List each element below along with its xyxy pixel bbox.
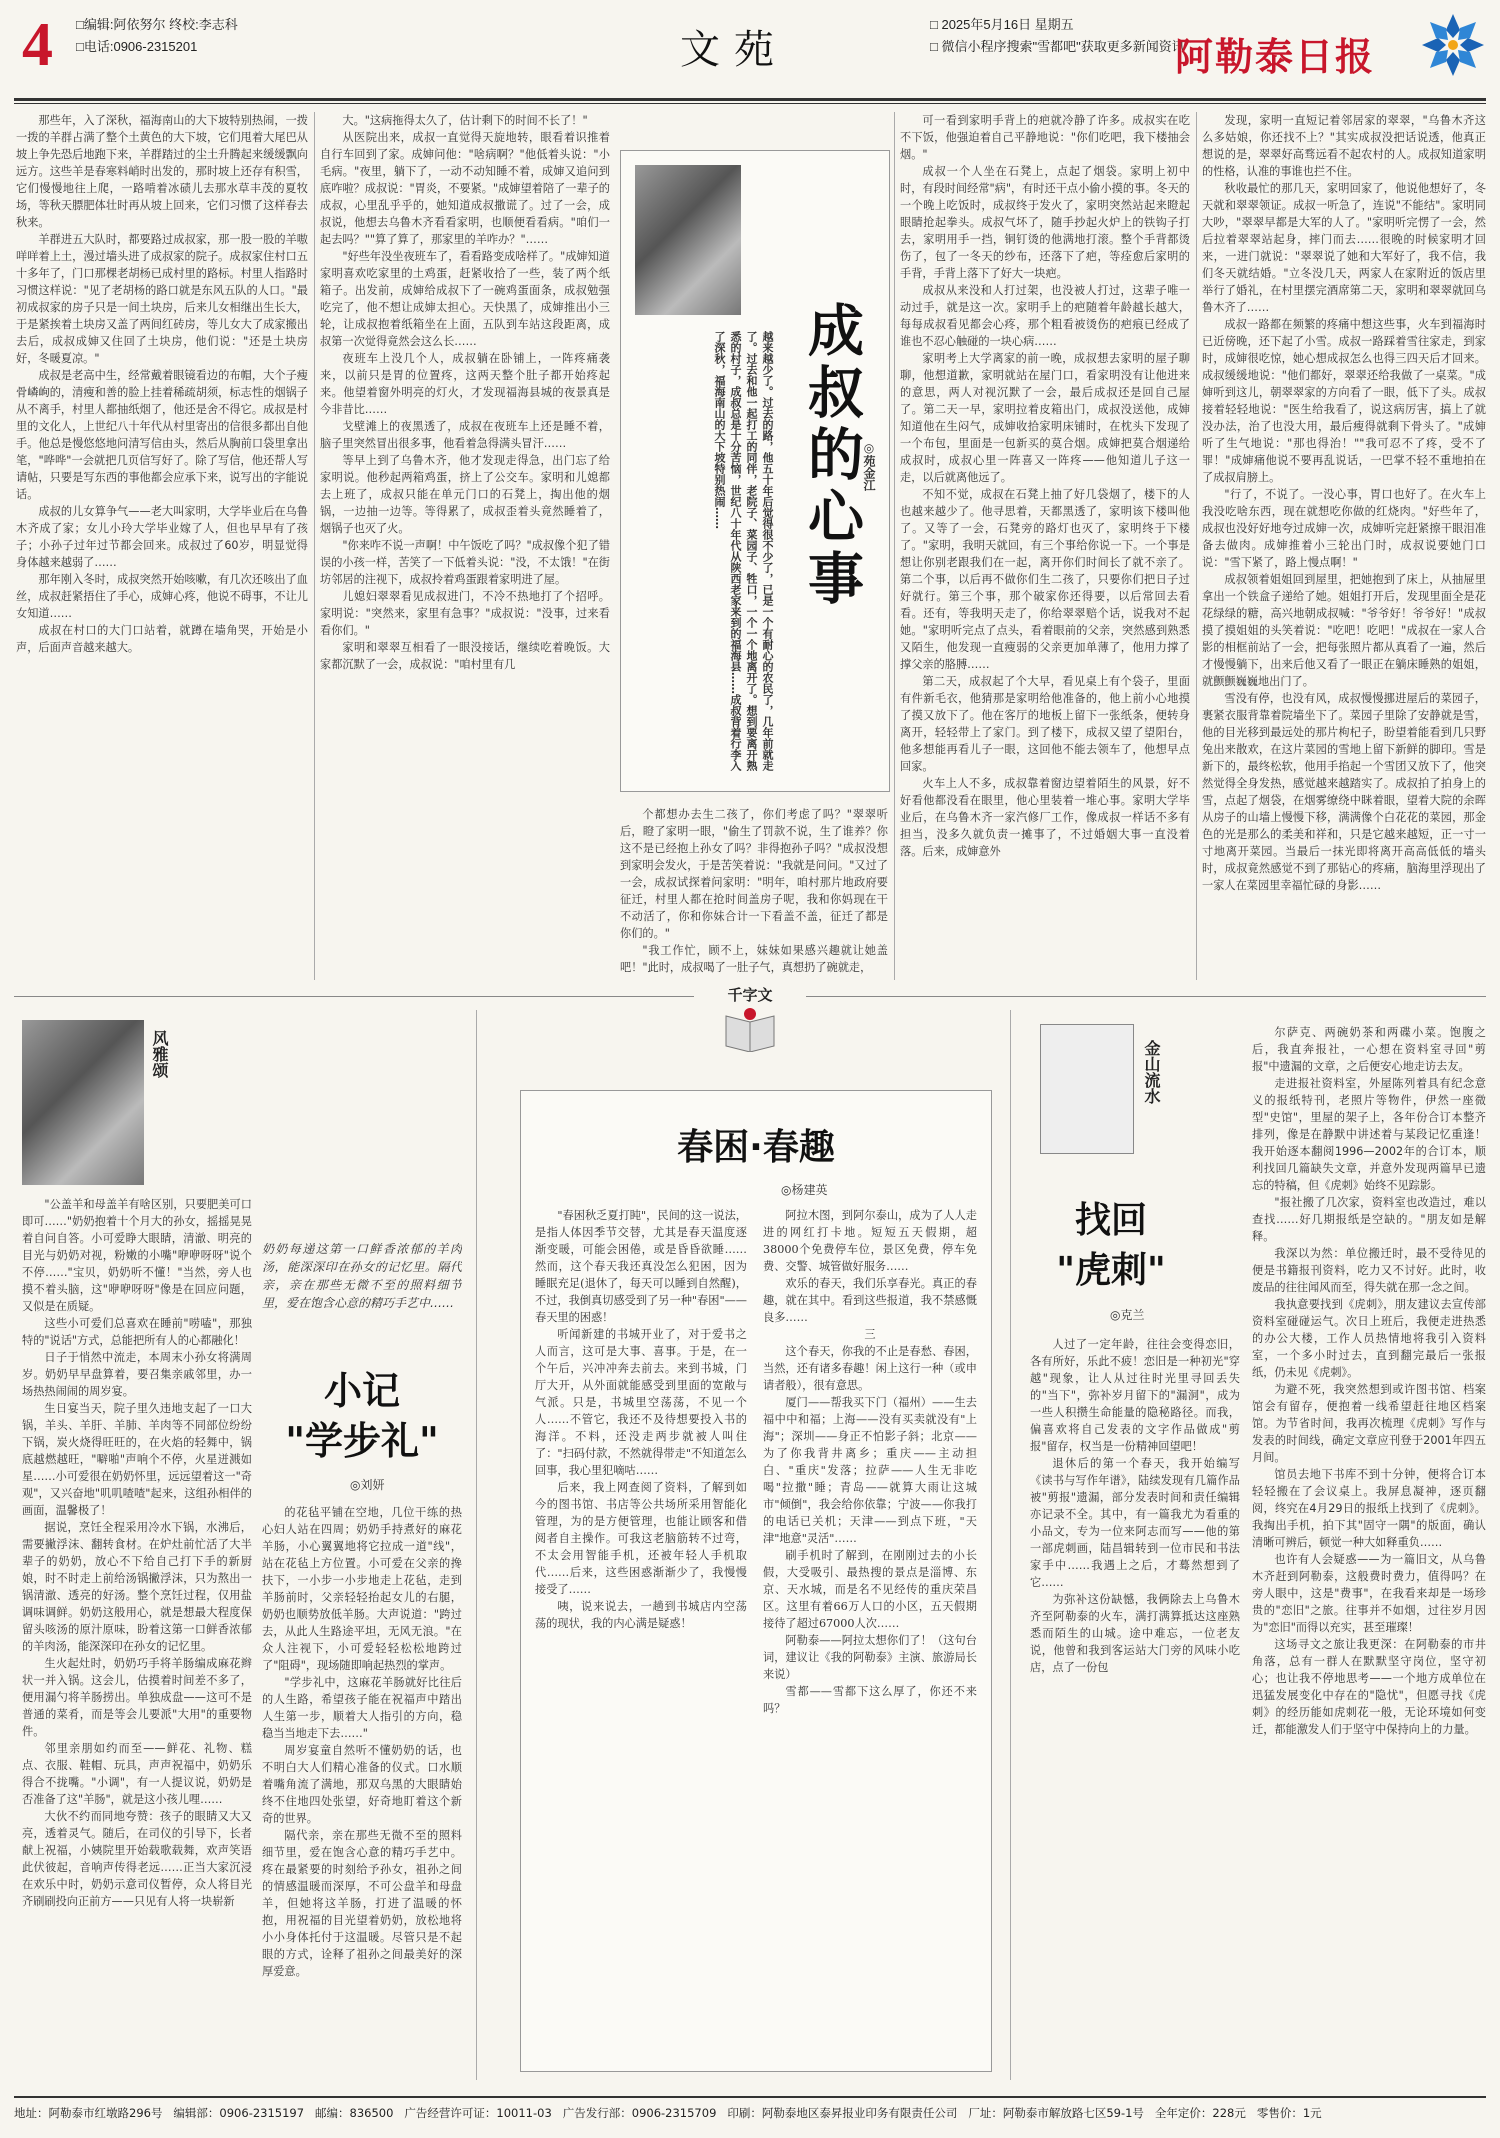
- story1-para: 雪没有停，也没有风，成叔慢慢挪进屋后的菜园子，裹紧衣服背靠着院墙坐下了。菜园子里除了安静就是雪，他的目光移到最远处的那片枸杞子，盼望着能看到几只野兔出来散欢，在这片菜园的雪地上留下新鲜的脚印。雪是新下的，最终松软，他用手掐起一个雪团又放下了，他突然觉得全身发热，感觉越来越踏实了。成叔拍了拍身上的雪，点起了烟袋，在烟雾缭绕中眯着眼，望着大院的余晖从房子的山墙上慢慢下移，满满像个白花花的菜园，那金色的光是那么的柔美和祥和，只是它越来越短，正一寸一寸地离开菜园。当最后一抹光即将离开高高低低的墙头时，成叔竟然感觉不到了那钻心的疼痛，脑海里浮现出了一家人在菜园里幸福忙碌的身影……: [1202, 692, 1486, 892]
- story1-para: 发现，家明一直短记着邻居家的翠翠，"乌鲁木齐这么多姑娘，你还找不上？"其实成叔没把话说透，他真正想说的是，翠翠好高骛远看不起农村的人。成叔知道家明的性格，认准的事谁也拦不住。: [1202, 114, 1486, 178]
- story3-para: 欢乐的春天，我们乐享春光。真正的春趣，就在其中。看到这些报道，我不禁感慨良多……: [763, 1277, 977, 1324]
- footer-editing: 编辑部：0906-2315197: [173, 2106, 305, 2120]
- story2-para: 生火起灶时，奶奶巧手将羊肠编成麻花辫状一并入锅。这会儿，估摸着时间差不多了，便用漏勺将羊肠捞出。单独成盘——这可不是普通的菜肴，而是等会儿要派"大用"的重要物件。: [22, 1657, 252, 1738]
- story2-title-line2: "学步礼": [285, 1419, 439, 1463]
- story3-author: ◎杨建英: [781, 1183, 828, 1197]
- qianziwen-label: 千字文: [727, 986, 773, 1004]
- editor-line: □编辑:阿依努尔 终校:李志科: [76, 17, 238, 32]
- story1-para: 不知不觉，成叔在石凳上抽了好几袋烟了，楼下的人也越来越少了。他寻思着，天都黑透了，家明该下楼叫他了。又等了一会，石凳旁的路灯也灭了，家明终于下楼了。"家明，我明天就回，有三个事给你说一下。一个事是想让你别老跟我们在一起，离开你们时间长了就不亲了。第二个事，以后再不做你们生二孩了，只要你们把日子过好就行。第三个事，那个破家你还得要，以后常回去看看。还有，等我明天走了，你给翠翠赔个话，说我对不起她。"家明听完点了点头，看着眼前的父亲，突然感到熟悉又陌生，他发现一直瘦弱的父亲更加单薄了，他用力撑了撑父亲的胳膊……: [900, 488, 1190, 671]
- story1-para: 家明和翠翠互相看了一眼没接话，继续吃着晚饭。大家都沉默了一会，成叔说："咱村里有几: [320, 641, 610, 671]
- story4-title-line1: 找回: [1074, 1200, 1147, 1241]
- story2-column-2: [262, 1504, 462, 2076]
- story3-para: 阿勒泰——阿拉太想你们了！（这句台词，建议让《我的阿勒泰》主演、旅游局长来说）: [763, 1634, 977, 1681]
- story1-para: 秋收最忙的那几天，家明回家了，他说他想好了，冬天就和翠翠领证。成叔一听急了，连说"不能结"。家明同大吵，"翠翠早都是大军的人了。"家明听完愣了一会，然后拉着翠翠站起身，摔门而去……很晚的时候家明才回来，一进门就说："翠翠说了她和大军好了，我不信，我们冬天就结婚。"立冬没几天，两家人在家附近的饭店里举行了婚礼，在村里摆完酒席第二天，家明和翠翠就回乌鲁木齐了……: [1202, 182, 1486, 314]
- footer-annual-price: 全年定价：228元: [1154, 2106, 1246, 2120]
- story1-para: 成叔从来没和人打过架，也没被人打过，这辈子唯一动过手，就是这一次。家明手上的疤随着年龄越长越大，每每成叔看见都会心疼，那个粗看被烫伤的疤痕已经成了谁也不忍心触碰的一块心病……: [900, 284, 1190, 348]
- story1-para: 羊群进五大队时，都要路过成叔家，那一股一股的羊嗷咩咩着上土，漫过墙头进了成叔家的院子。成叔家住村口五十多年了，门口那棵老胡杨已成村里的路标。村里人指路时习惯这样说："见了老胡杨的路口就是东风五队的人口。"最初成叔家的房子只是一间土块房，后来儿女相继出生长大，于是紧挨着土块房又盖了两间红砖房，等儿女大了成家搬出去后，成叔成婶又住回了土块房，他们说："还是土块房好，冬暖夏凉。": [16, 233, 308, 365]
- story1-para: 成叔一个人坐在石凳上，点起了烟袋。家明上初中时，有段时间经常"病"，有时还干点小偷小摸的事。冬天的一个晚上吃饭时，成叔终于发火了，家明突然站起来瞪起眼睛抢起拳头。成叔气坏了，随手抄起火炉上的铁钩子打去，家明用手一挡，铜钉烫的他满地打滚。整个手背都烫伤了，包了一冬天的纱布，还落下了疤，等痊愈后家明的手背，手背上落下了好大一块疤。: [900, 165, 1190, 280]
- footer-address: 地址：阿勒泰市红墩路296号: [14, 2106, 163, 2120]
- footer-postcode: 邮编：836500: [315, 2106, 394, 2120]
- phone-line: □电话:0906-2315201: [76, 39, 198, 54]
- story2-para: 据说，烹饪全程采用冷水下锅，水沸后，需要撇浮沫、翻转食材。在炉灶前忙活了大半辈子的奶奶，放心不下给自己打下手的新厨娘，时不时走上前给汤锅撇浮沫，只为熬出一锅清澈、透亮的好汤。整个烹饪过程，仅用盐调味调鲜。奶奶这般用心，就是想最大程度保留头咳汤的原汁原味，盼着这第一口鲜香浓郁的羊肉汤，能深深印在孙女的记忆里。: [22, 1521, 252, 1653]
- story2-column-1: [22, 1196, 252, 2076]
- story4-side-label: 金山流水: [1142, 1040, 1161, 1104]
- newspaper-logo-icon: [1420, 12, 1486, 78]
- story1-photo: [635, 165, 741, 315]
- story1-column-2: [320, 112, 610, 980]
- section-title: 文苑: [680, 27, 788, 73]
- story1-para: 成叔是老高中生，经常戴着眼镜看边的布帽，大个子瘦骨嶙峋的，清瘦和善的脸上挂着稀疏胡须，标志性的烟锅子从不离手，村里人都抽纸烟了，他还是舍不得它。成叔是村里的文化人，上世纪八十年代从村里寄出的信很多都出自他手。他总是慢悠悠地问清写信由头，然后从胸前口袋里拿出笔，"哗哗"一会就把几页信写好了。除了写信，他还帮人写请帖，只要是写东西的事他都会应承下来，说写出的字能说话。: [16, 369, 308, 501]
- story1-para: 成叔领着姐姐回到屋里，把她抱到了床上，从抽屉里拿出一个铁盒子递给了她。姐姐打开后，发现里面全是花花绿绿的糖，高兴地朝成叔喊："爷爷好！爷爷好！"成叔摸了摸姐姐的头笑着说："吃吧！吃吧！"成叔在一家人合影的相框前站了一会，把每张照片都从真看了一遍，然后才慢慢躺下，出来后他又看了一眼正在躺床睡熟的姐姐，就颤颤巍巍地出门了。: [1202, 573, 1486, 688]
- story2-para: 大伙不约而同地夸赞：孩子的眼睛又大又亮，透着灵气。随后，在司仪的引导下，长者献上祝福，小姨院里开始载歌载舞，欢声笑语此伏彼起，音响声传得老远……正当大家沉浸在欢乐中时，奶奶示意司仪暂停，众人将目光齐刷刷投向正前方——只见有人将一块崭新: [22, 1810, 252, 1908]
- story1-column-4: [900, 112, 1190, 980]
- story1-para: 等早上到了乌鲁木齐，他才发现走得急，出门忘了给家明说。他秒起两箱鸡蛋，挤上了公交车。家明和儿媳都去上班了，成叔只能在单元门口的石凳上，掏出他的烟锅，一边抽一边等。等得累了，成叔歪着头竟然睡着了，烟锅子也灭了火。: [320, 454, 610, 535]
- story1-column-5: [1202, 112, 1486, 980]
- section-divider-right: [806, 996, 1486, 997]
- story1-para: "我工作忙，顾不上，妹妹如果感兴趣就让她盖吧！"此时，成叔喝了一肚子气，真想扔了碗就走，: [620, 944, 888, 974]
- story4-para: 尔萨克、两碗奶茶和两碟小菜。饱腹之后，我直奔报社，一心想在资料室寻回"剪报"中遗漏的文章，之后便安心地走访去友。: [1252, 1026, 1486, 1073]
- story2-para: 邻里亲朋如约而至——鲜花、礼物、糕点、衣服、鞋帽、玩具，声声祝福中，奶奶乐得合不拢嘴。"小调"，有一人提议说，奶奶是否准备了这"羊肠"，就是这小孩儿哩……: [22, 1742, 252, 1806]
- story1-intro: 越来越少了。过去的路，他五十年后觉得很不少了，已是一个有耐心的农民了，几年前就走了。过去和他一起打工的同伴，老院子、菜园子、牲口，一个一个地离开了。想到要离开熟悉的村子，成叔总是十分苦恼，世纪八十年代从陕西老家来到的福海县……成叔背着行李入了深秋，福海南山的大下坡特别热闹……: [713, 331, 774, 771]
- story2-para: 这些小可爱们总喜欢在睡前"唠嗑"，那独特的"说话"方式，总能把所有人的心都融化！: [22, 1317, 252, 1347]
- page-number: 4: [22, 11, 53, 79]
- wechat-line: □ 微信小程序搜索"雪都吧"获取更多新闻资讯: [930, 39, 1185, 54]
- story1-para: 可一看到家明手背上的疤就冷静了许多。成叔实在吃不下饭，他强迫着自己平静地说："你们吃吧，我下楼抽会烟。": [900, 114, 1190, 161]
- footer-printing: 印刷：阿勒泰地区泰昇报业印务有限责任公司: [727, 2106, 958, 2120]
- story4-title: [1036, 1196, 1186, 1296]
- top-rule-thin: [14, 103, 1486, 104]
- story3-para: 三: [864, 1328, 876, 1341]
- story2-para: "学步礼中，这麻花羊肠就好比往后的人生路，希望孩子能在祝福声中踏出人生第一步，顺着大人指引的方向，稳稳当当地走下去……": [262, 1676, 462, 1740]
- story1-para: 那些年，入了深秋，福海南山的大下坡特别热闹，一拨一拨的羊群占满了整个土黄色的大下坡，它们甩着大尾巴从坡上争先恐后地跑下来，羊群踏过的尘土升腾起来缓缓飘向远方。这些羊是春寒料峭时出发的，那时坡上还存有积雪，它们慢慢地往上爬，一路啃着冰碛儿去那水草丰茂的夏牧场，等秋天膘肥体壮时再从坡上回来，它们习惯了这样春去秋来。: [16, 114, 308, 229]
- editor-info: [76, 14, 238, 58]
- story4-para: 走进报社资料室，外屋陈列着具有纪念意义的报纸特刊，老照片等物件，伊然一座微型"史馆"，里屋的架子上，各年份合订本整齐排列，像是在静默中讲述着与某段记忆重逢！我开始逐本翻阅1996—2002年的合订本，顺利找回几篇缺失文章，并意外发现两篇早已遗忘的特稿，但《虎刺》始终不见踪影。: [1252, 1077, 1486, 1192]
- story3-para: 听闻新建的书城开业了，对于爱书之人而言，这可是大事、喜事。于是，在一个午后，兴冲冲奔去前去。来到书城，门厅大开，从外面就能感受到里面的宽敞与气派。只是，书城里空荡荡，不见一个人……不管它，我还不及待想要投入书的海洋。不料，还没走两步就被人叫住了："扫码付款，不然就得带走"不知道怎么回事，我心里犯嘀咕……: [535, 1328, 747, 1477]
- story4-column-2: [1252, 1024, 1486, 2076]
- story3-para: 这个春天，你我的不止是春愁、春困，当然，还有诸多春趣！闲上这行一种（或申请者般），很有意思。: [763, 1345, 977, 1392]
- story1-title: 成叔的心事: [799, 301, 864, 611]
- story1-column-1: [16, 112, 308, 980]
- story4-column-1: [1030, 1336, 1240, 2076]
- story3-para: 厦门——帮我买下门（福州）——生去福中中和福；上海——没有买卖就没有"上海"；深圳——身正不怕影子斜；北京——为了你我背井离乡；重庆——主动担白、"重庆"发落；拉萨——人生无非吃喝"拉撒"睡；青岛——就算大雨让这城市"倾倒"，我会给你依靠；宁波——你我打的电话已关机；天津——到点下班，"天津"地意"灵活"……: [763, 1396, 977, 1545]
- story2-para: 日子于悄然中流走，本周末小孙女将满周岁。奶奶早早盘算着，要召集亲戚邻里，办一场热热闹闹的周岁宴。: [22, 1351, 252, 1398]
- column-divider: [894, 112, 895, 980]
- story3-para: 后来，我上网查阅了资料，了解到如今的图书馆、书店等公共场所采用智能化管理，为的是方便管理，也能让顾客和借阅者自主操作。可我这老脑筋转不过弯，不太会用智能手机，还被年轻人手机取代……后来，这些困惑渐渐少了，我慢慢接受了……: [535, 1481, 747, 1596]
- story4-author: ◎克兰: [1110, 1308, 1145, 1322]
- story1-para: 第二天，成叔起了个大早，看见桌上有个袋子，里面有件新毛衣，他猜那是家明给他准备的，他上前小心地摸了摸又放下了。他在客厅的地板上留下一张纸条，便转身离开，轻轻带上了家门。到了楼下，成叔又望了望阳台，他多想能再看儿子一眼，这回他不能去领车了，他想早点回家。: [900, 675, 1190, 773]
- story2-para: "公盖羊和母盖羊有啥区别，只要肥美可口即可……"奶奶抱着十个月大的孙女，摇摇晃晃着自问自答。小可爱睁大眼睛，清澈、明亮的目光与奶奶对视，粉嫩的小嘴"咿咿呀呀"说个不停……"宝贝，奶奶听不懂！"当然，旁人也摸不着头脑，这"咿咿呀呀"像是在回应问题，又似是在质疑。: [22, 1198, 252, 1313]
- story1-para: 火车上人不多，成叔靠着窗边望着陌生的风景，好不好看他都没看在眼里，他心里装着一堆心事。家明大学毕业后，在乌鲁木齐一家汽修厂工作，像成叔一样话不多有担当，没多久就负责一摊事了，不过婚姻大事一直没着落。后来，成婶意外: [900, 777, 1190, 858]
- story4-para: 馆员去地下书库不到十分钟，便将合订本轻轻搬在了会议桌上。我屏息凝神，逐页翻阅，终究在4月29日的报纸上找到了《虎刺》。我掏出手机，拍下其"固守一隅"的版面，确认清晰可辨后，顿觉一种大如释重负……: [1252, 1468, 1486, 1549]
- story3-para: 刷手机时了解到，在刚刚过去的小长假，大受吸引、最热搜的景点是淄博、东京、天水城，而是名不见经传的重庆荣昌区。这里有着66万人口的小区，五天假期接待了超过67000人次……: [763, 1549, 977, 1630]
- top-rule: [14, 98, 1486, 101]
- story4-para: 为弥补这份缺憾，我俩除去上乌鲁木齐至阿勒泰的火车，满打满算抵达这座熟悉而陌生的山城。途中难忘，一位老友说，他曾和我到客运站大门旁的风味小吃店，点了一份包: [1030, 1593, 1240, 1674]
- story4-para: 为避不死，我突然想到或许图书馆、档案馆会有留存，便抱着一线希望赶往地区档案馆。为节省时间，我再次梳理《虎刺》写作与发表的时间线，确定文章应刊登于2001年四五月间。: [1252, 1383, 1486, 1464]
- story2-title-line1: 小记: [323, 1369, 400, 1413]
- masthead: [0, 0, 1500, 100]
- story2-para: 生日宴当天，院子里久违地支起了一口大锅，羊头、羊肝、羊肺、羊肉等不同部位纷纷下锅，炭火烧得旺旺的，在火焰的轻舞中，锅底越燃越旺，"噼啪"声响个不停，火星迸溅如星……小可爱很在奶奶怀里，远远望着这一"奇观"，又兴奋地"叽叽喳喳"起来，这组孙相伴的画面，温馨极了！: [22, 1402, 252, 1517]
- story4-para: 退休后的第一个春天，我开始编写《读书与写作年谱》，陆续发现有几篇作品被"剪报"遗漏，部分发表时间和责任编辑亦记录不全。其中，有一篇我尤为看重的小品文，专为一位来阿志而写——他的第一部虎刺画，陆昌辑转到一位市民和书法家手中……我遇上之后，才蓦然想到了它……: [1030, 1457, 1240, 1589]
- story3-column-1: [535, 1207, 747, 2057]
- story4-para: 我执意要找到《虎刺》，朋友建议去宣传部资料室碰碰运气。次日上班后，我便走进热悉的办公大楼，工作人员热情地将我引入资料室，一个多小时过去，直到翻完最后一张报纸，仍未见《虎刺》。: [1252, 1298, 1486, 1379]
- story1-para: 成叔一路都在频繁的疼痛中想这些事，火车到福海时已近傍晚，还下起了小雪。成叔一路踩着雪往家走，到家时，成婶很吃惊，她心想成叔怎么也得三四天后才回来。成叔缓缓地说："他们都好，翠翠还给我做了一桌菜。"成婶听到这儿，朝翠翠家的方向看了一眼，低下了头。成叔接着轻轻地说："医生给我看了，说这病厉害，搞上了就没办法，治了也没大用，最后瘦得就剩下骨头了。"成婶听了生气地说："那也得治！""我可忍不了疼，受不了罪！"成婶痛他说不要再乱说话，一巴掌不轻不重地拍在了成叔肩膀上。: [1202, 318, 1486, 484]
- story1-para: 大。"这病拖得太久了，估计剩下的时间不长了！": [342, 114, 588, 127]
- story3-para: 阿拉木图，到阿尔泰山，成为了人人走进的网红打卡地。短短五天假期，超38000个免费停车位，景区免费，停车免费、交警、城管做好服务……: [763, 1209, 977, 1273]
- story4-para: 这场寻文之旅让我更深：在阿勒泰的市井角落，总有一群人在默默坚守岗位，坚守初心；也让我不停地思考——一个地方成单位在迅猛发展变化中存在的"隐忧"，但愿寻找《虎刺》的经历能如虎刺花一般，无论环境如何变迁，都能激发人们于坚守中保持向上的力量。: [1252, 1638, 1486, 1736]
- story3-para: 咦，说来说去，一趟到书城店内空荡荡的现状，我的内心满是疑惑！: [535, 1600, 747, 1630]
- story3-para: "春困秋乏夏打盹"，民间的这一说法，是指人体因季节交替，尤其是春天温度逐渐变暖，可能会困倦，或是昏昏欲睡……然而，这个春天我还真没怎么犯困，因为睡眠充足(退休了，每天可以睡到自然醒)，不过，我倒真切感受到了另一种"春困"——春天里的困惑！: [535, 1209, 747, 1324]
- story1-para: "行了，不说了。一没心事，胃口也好了。在火车上我没吃啥东西，现在就想吃你做的红烧肉。"好些年了，成叔也没好好地夸过成婶一次，成婶听完赶紧擦干眼泪准备去做肉。成婶推着小三轮出门时，成叔说要她门口说："雪下紧了，路上慢点啊！": [1202, 488, 1486, 569]
- story4-para: 人过了一定年龄，往往会变得恋旧，各有所好，乐此不疲！恋旧是一种初光"穿越"现象，让人从过往时光里寻回丢失的"当下"，弥补岁月留下的"漏洞"，成为一些人积攒生命能量的隐秘路径。而我，偏喜欢将自己发表的文字作品做成"剪报"留存，权当是一份精神回望吧！: [1030, 1338, 1240, 1453]
- footer-retail-price: 零售价：1元: [1256, 2106, 1322, 2120]
- book-icon: [722, 1006, 778, 1052]
- story2-para: 的花毡平铺在空地，几位干练的热心妇人站在四周；奶奶手持煮好的麻花羊肠，小心翼翼地将它拉成一道"线"，站在花毡上方位置。小可爱在父亲的搀扶下，一小步一小步地走上花毡，走到羊肠前时，父亲轻轻抬起女儿的右腿，奶奶也顺势放低羊肠。大声说道："跨过去，从此人生路途平坦，无风无浪。"在众人注视下，小可爱轻轻松松地跨过了"阻碍"，现场随即响起热烈的掌声。: [262, 1506, 462, 1672]
- story2-side-label: 风雅颂: [150, 1030, 169, 1078]
- story3-box: [520, 1090, 992, 2072]
- column-divider: [1196, 112, 1197, 980]
- story1-title-box: [620, 150, 890, 792]
- story1-column-3: [620, 806, 888, 980]
- story1-para: "好些年没坐夜班车了，看看路变成啥样了。"成婶知道家明喜欢吃家里的土鸡蛋，赶紧收拾了一些，装了两个纸箱子。出发前，成婶给成叔下了一碗鸡蛋面条，成叔勉强吃完了，他不想让成婶太担心。天快黑了，成婶推出小三轮，让成叔抱着纸箱坐在上面，五队到车站这段距离，成叔第一次觉得竟然会这么长……: [320, 250, 610, 348]
- story1-para: 戈壁滩上的夜黑透了，成叔在夜班车上还是睡不着，脑子里突然冒出很多事，他看着急得满头冒汗……: [320, 420, 610, 450]
- story2-caption: 奶奶每递这第一口鲜香浓郁的羊肉汤，能深深印在孙女的记忆里。隔代亲，亲在那些无微不至的照料细节里，爱在饱含心意的精巧手艺中……: [262, 1242, 462, 1310]
- section-divider-left: [14, 996, 694, 997]
- story1-para: 成叔的儿女算争气——老大叫家明，大学毕业后在乌鲁木齐成了家；女儿小玲大学毕业嫁了人，但也早早有了孩子；小孙子过年过节都会回来。成叔过了60岁，明显觉得身体越来越弱了……: [16, 505, 308, 569]
- story4-para: 也许有人会疑惑——为一篇旧文，从乌鲁木齐赶到阿勒泰，这般费时费力，值得吗？在旁人眼中，这是"费事"，在我看来却是一场珍贵的"恋旧"之旅。往事并不如烟，过往岁月因为"恋旧"而得以充实，甚至璀璨！: [1252, 1553, 1486, 1634]
- story2-title: [262, 1366, 462, 1466]
- story1-para: 家明考上大学离家的前一晚，成叔想去家明的屋子聊聊，他想道歉，家明就站在屋门口，看家明没有让他进来的意思，两人对视沉默了一会，最后成叔还是回自己屋了。第二天一早，家明拉着皮箱出门，成叔没送他，成婶知道他在生闷气，成婶收拾家明床铺时，在枕头下发现了一个布包，里面是一包新买的莫合烟。成婶把莫合烟递给成叔时，成叔心里一阵喜又一阵疼——他知道儿子这一走，以后就离他远了。: [900, 352, 1190, 484]
- story4-para: "报社搬了几次家，资料室也改造过，难以查找……好几期报纸是空缺的。"朋友如是解释。: [1252, 1196, 1486, 1243]
- newspaper-brand: 阿勒泰日报: [1175, 35, 1376, 79]
- story2-para: 隔代亲，亲在那些无微不至的照料细节里，爱在饱含心意的精巧手艺中。疼在最紧要的时刻给予孙女，祖孙之间的情感温暖而深厚，不可公盘羊和母盘羊，但她将这羊肠，打进了温暖的怀抱，用祝福的目光望着奶奶，放松地将小小身体托付于这温暖。尽管只是不起眼的方式，诠释了祖孙之间最美好的深厚爱意。: [262, 1829, 462, 1978]
- story1-author: ◎苑金江: [862, 441, 876, 491]
- story1-para: 那年刚入冬时，成叔突然开始咳嗽，有几次还咳出了血丝，成叔赶紧捂住了手心，成婶心疼，他说不碍事，不让儿女知道……: [16, 573, 308, 620]
- story3-column-2: [763, 1207, 977, 2057]
- story1-para: 个都想办去生二孩了，你们考虑了吗？"翠翠听后，瞪了家明一眼，"偷生了罚款不说，生了谁养？你这不是已经抱上孙女了吗？非得抱孙子吗？"成叔没想到家明会发火，于是苦笑着说："我就是问问。"又过了一会，成叔试探着问家明："明年，咱村那片地政府要征迁，村里人都在抢时间盖房子呢，我和你妈现在干不动活了，你和你妹合计一下看盖不盖，征迁了都是你们的。": [620, 808, 888, 940]
- column-divider: [476, 1010, 477, 2080]
- story4-book-image: [1040, 1024, 1134, 1154]
- story4-para: 我深以为然：单位搬迁时，最不受待见的便是书籍报刊资料，吃力又不讨好。此时，收废品的往往闻风而至，得失就在那一念之间。: [1252, 1247, 1486, 1294]
- story4-title-line2: "虎刺": [1056, 1250, 1166, 1291]
- date-info: [930, 14, 1185, 58]
- story1-para: 从医院出来，成叔一直觉得天旋地转，眼看着识推着自行车回到了家。成婶问他："啥病啊？"他低着头说："小毛病。"夜里，躺下了，一动不动知睡不着，成婶又追问到底咋啦？成叔说："胃炎，不要紧。"成婶望着陪了一辈子的成叔，心里乱乎乎的，她知道成叔撒谎了。过了一会，成叔说，他想去乌鲁木齐看看家明，也顺便看看病。"咱们一起去吗？""算了算了，那家里的羊咋办？"……: [320, 131, 610, 246]
- date-line: □ 2025年5月16日 星期五: [930, 17, 1074, 32]
- footer-license: 广告经营许可证：10011-03: [404, 2106, 552, 2120]
- story1-para: 儿媳妇翠翠看见成叔进门，不冷不热地打了个招呼。家明说："突然来，家里有急事？"成叔说："没事，过来看看你们。": [320, 590, 610, 637]
- footer-factory: 厂址：阿勒泰市解放路七区59-1号: [968, 2106, 1144, 2120]
- story1-para: "你来咋不说一声啊！中午饭吃了吗？"成叔像个犯了错误的小孩一样，苦笑了一下低着头说："没，不太饿！"在街坊邻居的注视下，成叔拎着鸡蛋跟着家明进了屋。: [320, 539, 610, 586]
- column-divider: [1010, 1010, 1011, 2080]
- story3-para: 雪都——雪都下这么厚了，你还不来吗？: [763, 1685, 977, 1715]
- footer-issuing: 广告发行部：0906-2315709: [562, 2106, 717, 2120]
- footer: [14, 2096, 1486, 2128]
- story1-para: 成叔在村口的大门口站着，就蹲在墙角哭，开始是小声，后面声音越来越大。: [16, 624, 308, 654]
- story1-para: 夜班车上没几个人，成叔躺在卧铺上，一阵疼痛袭来，以前只是胃的位置疼，这两天整个肚子都开始疼起来。他望着窗外明亮的灯火，才发现福海县城的夜景真是今非昔比……: [320, 352, 610, 416]
- story2-para: 周岁宴童自然听不懂奶奶的话，也不明白大人们精心准备的仪式。口水顺着嘴角流了满地，那双乌黑的大眼睛始终不住地四处张望，好奇地盯着这个新奇的世界。: [262, 1744, 462, 1825]
- story3-title: 春困·春趣: [677, 1127, 835, 1168]
- story2-author: ◎刘妍: [350, 1478, 385, 1492]
- column-divider: [314, 112, 315, 980]
- story2-photo: [22, 1020, 144, 1185]
